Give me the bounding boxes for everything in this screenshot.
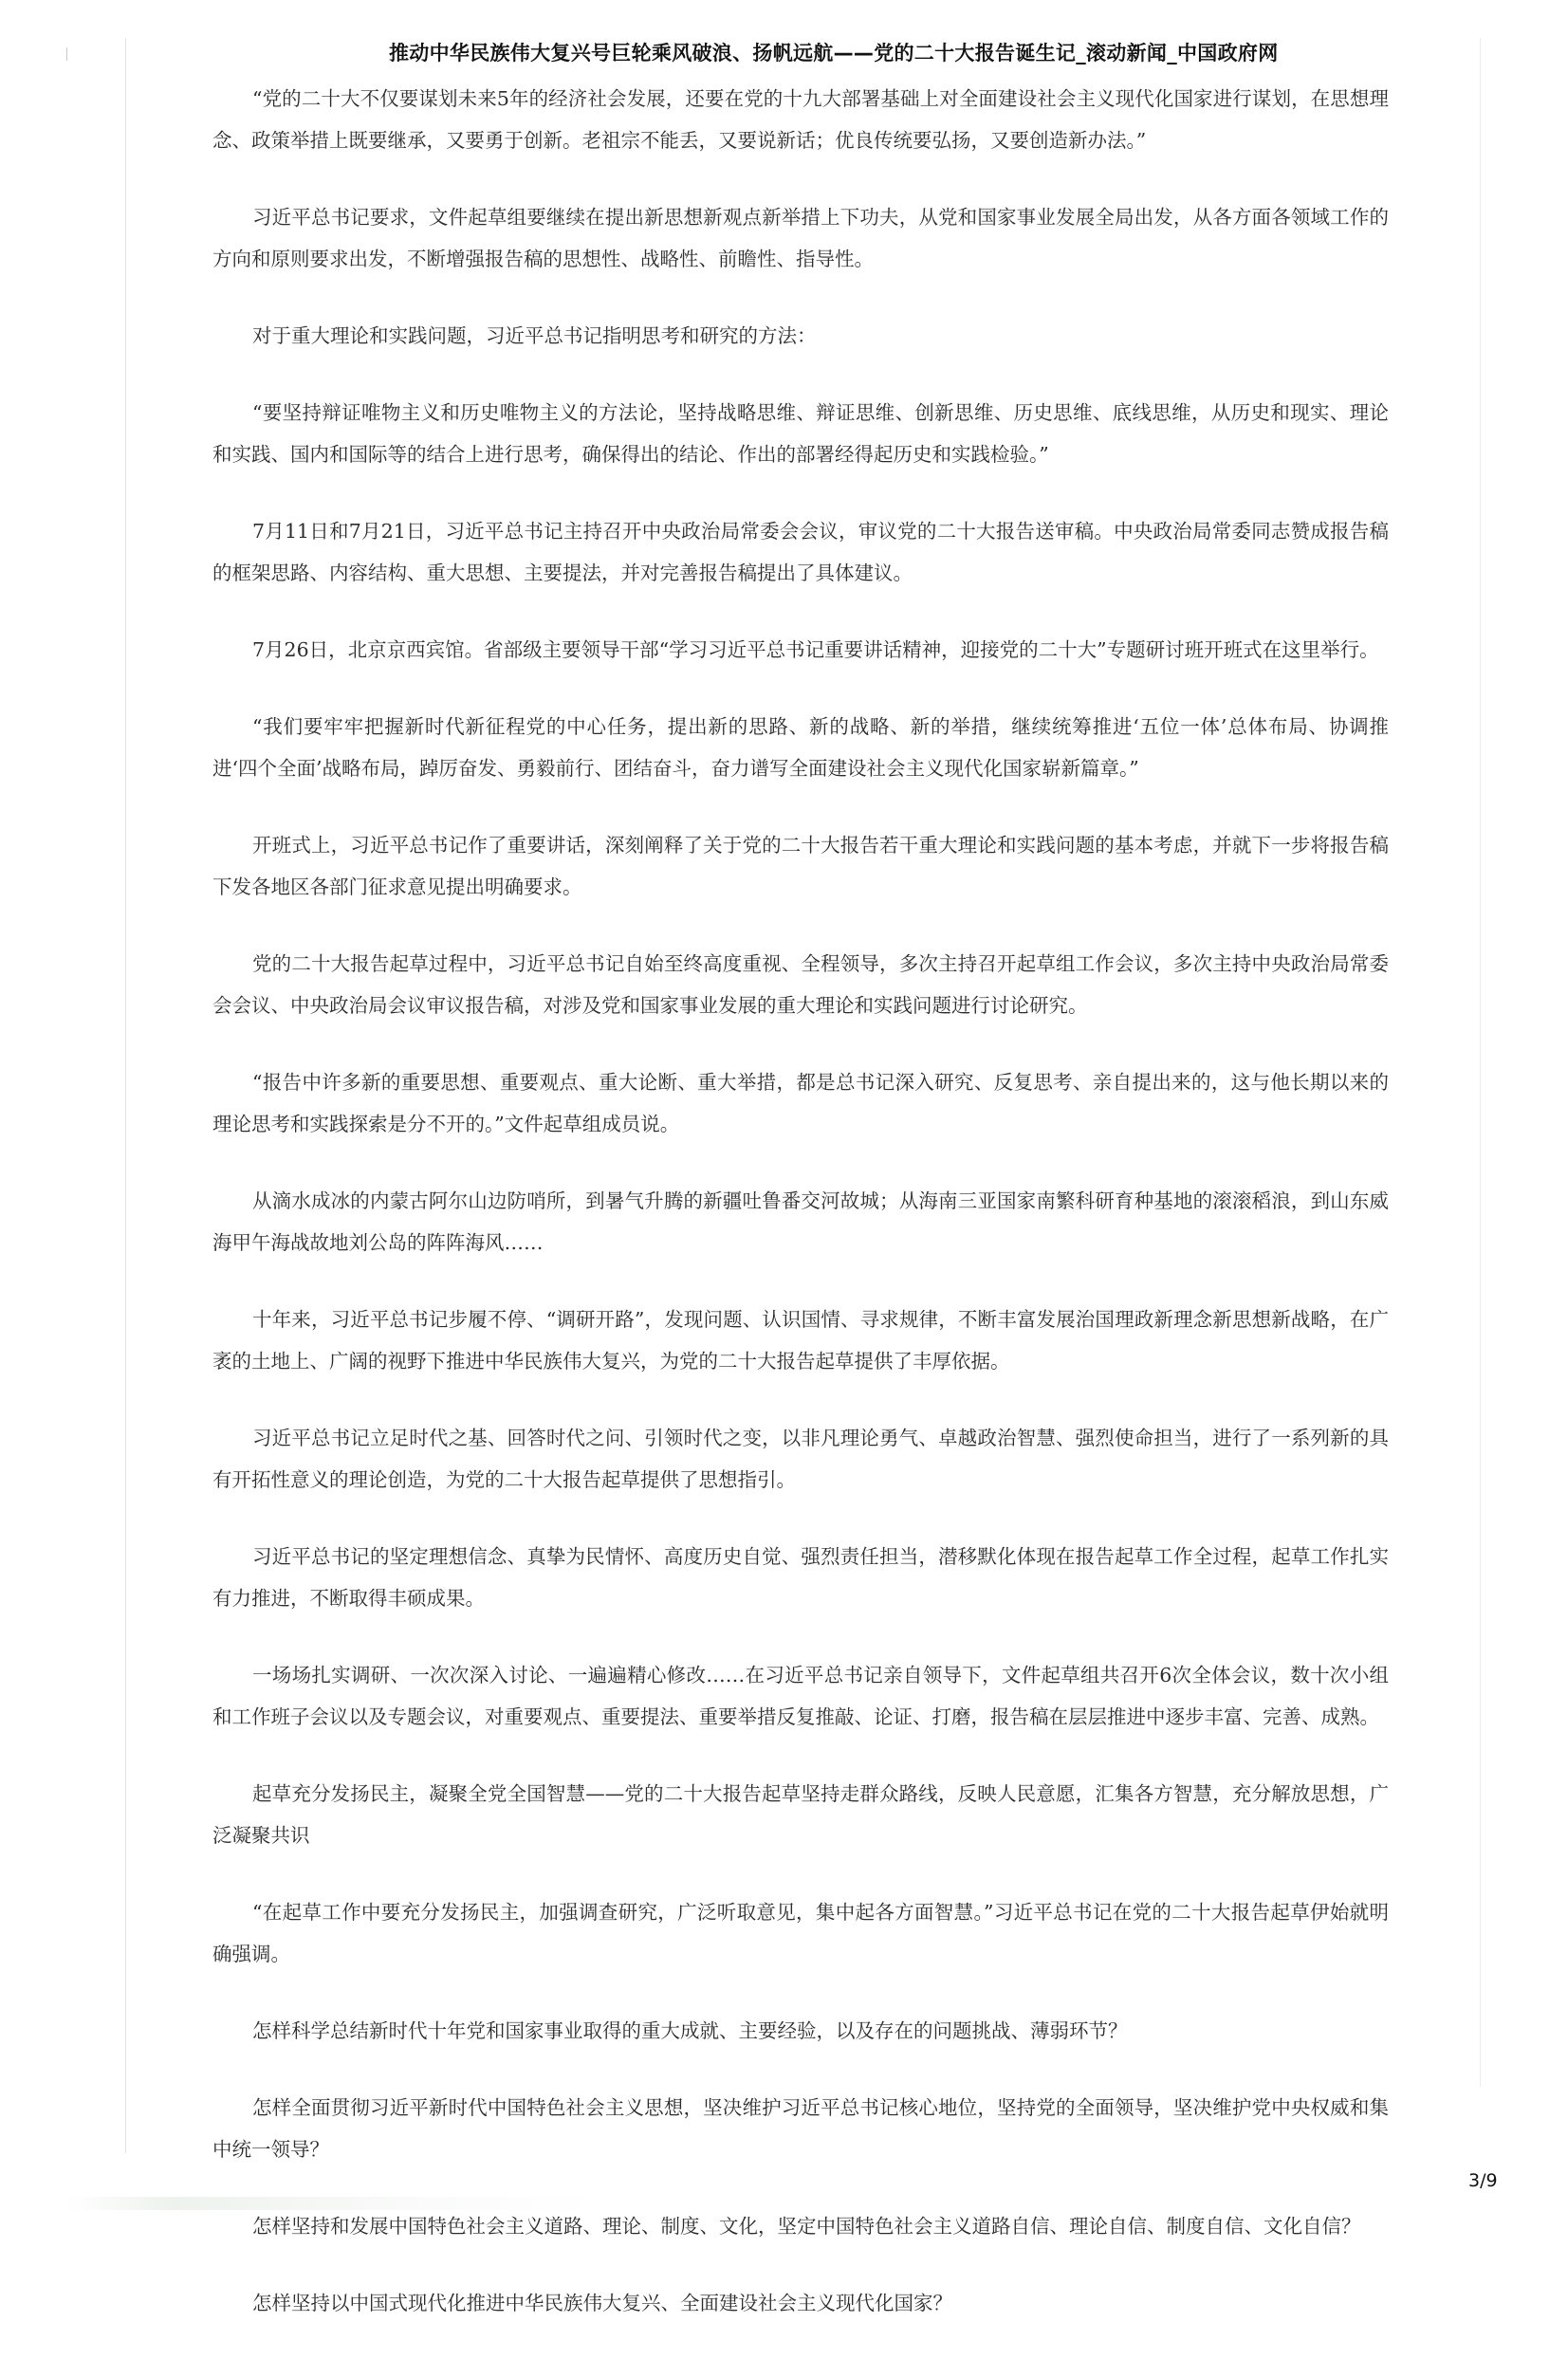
- paragraph: 十年来，习近平总书记步履不停、“调研开路”，发现问题、认识国情、寻求规律，不断丰富发展治国理政新理念新思想新战略，在广袤的土地上、广阔的视野下推进中华民族伟大复兴，为党的二十大报告起草提供了丰厚依据。: [212, 1308, 1389, 1373]
- paragraph: 7月26日，北京京西宾馆。省部级主要领导干部“学习习近平总书记重要讲话精神，迎接党的二十大”专题研讨班开班式在这里举行。: [252, 638, 1379, 661]
- paragraph: 从滴水成冰的内蒙古阿尔山边防哨所，到暑气升腾的新疆吐鲁番交河故城；从海南三亚国家南繁科研育种基地的滚滚稻浪，到山东威海甲午海战故地刘公岛的阵阵海风……: [212, 1189, 1389, 1254]
- question-paragraph: 怎样坚持和发展中国特色社会主义道路、理论、制度、文化，坚定中国特色社会主义道路自信、理论自信、制度自信、文化自信？: [252, 2215, 1361, 2238]
- paragraph: 习近平总书记的坚定理想信念、真挚为民情怀、高度历史自觉、强烈责任担当，潜移默化体现在报告起草工作全过程，起草工作扎实有力推进，不断取得丰硕成果。: [212, 1545, 1389, 1610]
- page-title: 推动中华民族伟大复兴号巨轮乘风破浪、扬帆远航——党的二十大报告诞生记_滚动新闻_中国政府网: [389, 42, 1279, 65]
- question-paragraph: 怎样科学总结新时代十年党和国家事业取得的重大成就、主要经验，以及存在的问题挑战、薄弱环节？: [252, 2019, 1128, 2042]
- paragraph: 党的二十大报告起草过程中，习近平总书记自始至终高度重视、全程领导，多次主持召开起草组工作会议，多次主持中央政治局常委会会议、中央政治局会议审议报告稿，对涉及党和国家事业发展的重大理论和实践问题进行讨论研究。: [212, 952, 1389, 1017]
- paragraph: “报告中许多新的重要思想、重要观点、重大论断、重大举措，都是总书记深入研究、反复思考、亲自提出来的，这与他长期以来的理论思考和实践探索是分不开的。”文件起草组成员说。: [212, 1071, 1389, 1135]
- paragraph: “要坚持辩证唯物主义和历史唯物主义的方法论，坚持战略思维、辩证思维、创新思维、历史思维、底线思维，从历史和现实、理论和实践、国内和国际等的结合上进行思考，确保得出的结论、作出的部署经得起历史和实践检验。”: [212, 401, 1389, 466]
- paragraph: 开班式上，习近平总书记作了重要讲话，深刻阐释了关于党的二十大报告若干重大理论和实践问题的基本考虑，并就下一步将报告稿下发各地区各部门征求意见提出明确要求。: [212, 834, 1389, 898]
- paragraph: 对于重大理论和实践问题，习近平总书记指明思考和研究的方法：: [252, 324, 817, 347]
- paragraph: 习近平总书记要求，文件起草组要继续在提出新思想新观点新举措上下功夫，从党和国家事业发展全局出发，从各方面各领域工作的方向和原则要求出发，不断增强报告稿的思想性、战略性、前瞻性、指导性。: [212, 206, 1389, 270]
- left-margin-rule: [125, 38, 126, 2153]
- footer-decoration: [66, 2197, 598, 2210]
- article-body: [212, 78, 1389, 2359]
- question-paragraph: 怎样坚持以中国式现代化推进中华民族伟大复兴、全面建设社会主义现代化国家？: [252, 2292, 952, 2314]
- margin-mark: [66, 47, 67, 61]
- paragraph: “我们要牢牢把握新时代新征程党的中心任务，提出新的思路、新的战略、新的举措，继续统筹推进‘五位一体’总体布局、协调推进‘四个全面’战略布局，踔厉奋发、勇毅前行、团结奋斗，奋力谱写全面建设社会主义现代化国家崭新篇章。”: [212, 715, 1389, 780]
- question-paragraph: 怎样全面贯彻习近平新时代中国特色社会主义思想，坚决维护习近平总书记核心地位，坚持党的全面领导，坚决维护党中央权威和集中统一领导？: [212, 2096, 1389, 2161]
- paragraph: 习近平总书记立足时代之基、回答时代之问、引领时代之变，以非凡理论勇气、卓越政治智慧、强烈使命担当，进行了一系列新的具有开拓性意义的理论创造，为党的二十大报告起草提供了思想指引。: [212, 1427, 1389, 1491]
- paragraph: 一场场扎实调研、一次次深入讨论、一遍遍精心修改……在习近平总书记亲自领导下，文件起草组共召开6次全体会议，数十次小组和工作班子会议以及专题会议，对重要观点、重要提法、重要举措反复推敲、论证、打磨，报告稿在层层推进中逐步丰富、完善、成熟。: [212, 1664, 1389, 1728]
- paragraph: “党的二十大不仅要谋划未来5年的经济社会发展，还要在党的十九大部署基础上对全面建设社会主义现代化国家进行谋划，在思想理念、政策举措上既要继承，又要勇于创新。老祖宗不能丢，又要说新话；优良传统要弘扬，又要创造新办法。”: [212, 87, 1389, 152]
- paragraph: 7月11日和7月21日，习近平总书记主持召开中央政治局常委会会议，审议党的二十大报告送审稿。中央政治局常委同志赞成报告稿的框架思路、内容结构、重大思想、主要提法，并对完善报告稿提出了具体建议。: [212, 520, 1389, 584]
- page-header: [0, 38, 1568, 72]
- page-number: 3/9: [1468, 2170, 1498, 2191]
- right-margin-rule: [1480, 38, 1481, 2087]
- paragraph: “在起草工作中要充分发扬民主，加强调查研究，广泛听取意见，集中起各方面智慧。”习近平总书记在党的二十大报告起草伊始就明确强调。: [212, 1901, 1389, 1965]
- section-lead-paragraph: 起草充分发扬民主，凝聚全党全国智慧——党的二十大报告起草坚持走群众路线，反映人民意愿，汇集各方智慧，充分解放思想，广泛凝聚共识: [212, 1782, 1389, 1847]
